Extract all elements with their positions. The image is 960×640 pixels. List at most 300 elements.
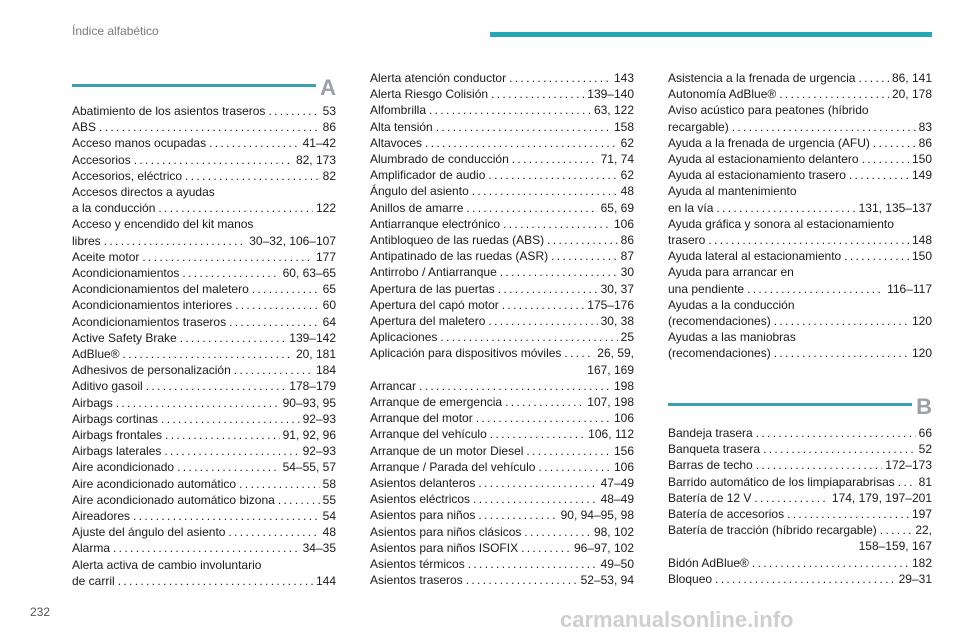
index-entry	[668, 506, 932, 522]
index-entry-line	[72, 200, 336, 216]
dot-leader	[436, 119, 611, 135]
dot-leader	[538, 459, 611, 475]
index-entry-term: Asientos térmicos	[370, 557, 465, 572]
dot-leader	[488, 167, 617, 183]
index-entry-pages: 139–140	[587, 87, 634, 102]
index-entry-line	[668, 555, 932, 571]
index-entry	[72, 346, 336, 362]
index-entry	[370, 264, 634, 280]
index-entry-line	[668, 70, 932, 86]
index-entry-pages: 86, 141	[891, 71, 932, 85]
index-entry-term: Antibloqueo de las ruedas (ABS)	[370, 233, 545, 248]
index-entry-line	[72, 508, 336, 524]
index-entry-pages: 64	[322, 314, 336, 329]
index-entry-pages: 83	[918, 119, 932, 134]
index-entry-term: Batería de 12 V	[668, 490, 752, 505]
index-entry-pages: 60	[322, 298, 336, 313]
index-entry-line	[72, 540, 336, 556]
index-entry	[72, 508, 336, 524]
index-entry-pages: 106, 112	[588, 427, 634, 442]
index-entry-pages: 66	[918, 426, 932, 440]
dot-leader	[844, 248, 909, 264]
index-entry	[72, 314, 336, 330]
index-entry-term: Accesorios, eléctrico	[72, 168, 183, 183]
dot-leader	[466, 200, 597, 216]
dot-leader	[234, 362, 313, 378]
index-entry-term: (recomendaciones)	[668, 346, 771, 361]
dot-leader	[440, 329, 617, 345]
index-entry-term: de carril	[72, 573, 115, 588]
index-column-2	[370, 70, 634, 589]
index-entry-pages: 25	[620, 330, 634, 345]
index-entry	[72, 216, 336, 248]
index-entry	[370, 216, 634, 232]
index-entry	[72, 265, 336, 281]
index-entry	[668, 248, 932, 264]
index-entry-line	[668, 281, 932, 297]
dot-leader	[466, 572, 578, 588]
index-entry-line	[668, 522, 932, 538]
index-entry-line	[72, 119, 336, 135]
index-entry-pages: 131, 135–137	[858, 200, 932, 215]
dot-leader	[113, 540, 300, 556]
index-entry-pages: 22,	[915, 523, 932, 538]
dot-leader	[99, 119, 320, 135]
index-entry	[72, 557, 336, 589]
index-entry	[72, 184, 336, 216]
index-entry	[72, 540, 336, 556]
index-entry-pages: 48	[620, 184, 634, 199]
index-entry-pages: 71, 74	[600, 152, 634, 167]
index-entry	[72, 297, 336, 313]
index-entry	[72, 524, 336, 540]
index-entry-pages: 62	[620, 168, 634, 183]
section-letter: B	[916, 394, 932, 419]
dot-leader	[898, 474, 916, 490]
index-entry-line	[370, 167, 634, 183]
index-entry-term: Alerta atención conductor	[370, 71, 507, 85]
index-entry-term: Asientos traseros	[370, 573, 463, 588]
index-entry-term: Accesorios	[72, 152, 131, 167]
index-entry-line	[370, 70, 634, 86]
index-entry-term: Apertura del maletero	[370, 314, 486, 329]
dot-leader	[476, 410, 611, 426]
index-entry-line	[72, 281, 336, 297]
index-entry-term: Arrancar	[370, 378, 417, 393]
index-entry-line	[72, 249, 336, 265]
dot-leader	[165, 427, 280, 443]
index-entry-line	[668, 119, 932, 135]
watermark: carmanualsonline.info	[560, 607, 794, 632]
index-entry-line	[370, 572, 634, 588]
index-entry-line	[668, 151, 932, 167]
index-entry-pages: 172–173	[885, 458, 932, 473]
index-entry-term: Autonomía AdBlue®	[668, 87, 777, 102]
index-entry-term: (recomendaciones)	[668, 314, 771, 329]
dot-leader	[116, 395, 280, 411]
index-entry	[370, 281, 634, 297]
index-entry-pages: 90, 94–95, 98	[560, 508, 634, 523]
dot-leader	[858, 70, 889, 86]
index-entry-pages: 47–49	[600, 476, 634, 491]
index-entry-term: Airbags cortinas	[72, 411, 159, 426]
index-entry-pages: 29–31	[898, 571, 932, 586]
index-entry-line	[72, 330, 336, 346]
index-entry	[668, 571, 932, 587]
index-entry-line	[72, 524, 336, 540]
index-entry-pages: 54–55, 57	[282, 460, 336, 475]
index-entry-line	[370, 443, 634, 459]
dot-leader	[505, 394, 584, 410]
dot-leader	[849, 167, 909, 183]
index-entry-line	[370, 459, 634, 475]
dot-leader	[774, 345, 909, 361]
dot-leader	[134, 152, 293, 168]
index-entry-line	[72, 573, 336, 589]
index-entry-pages: 26, 59,	[597, 346, 634, 361]
index-entry-line	[370, 135, 634, 151]
index-entry-pages: 30	[620, 265, 634, 280]
dot-leader	[564, 345, 594, 361]
index-entry	[668, 216, 932, 248]
dot-leader	[239, 476, 320, 492]
index-entry-term: Anillos de amarre	[370, 200, 464, 215]
dot-leader	[524, 524, 591, 540]
index-entry-line	[72, 378, 336, 394]
index-entry	[72, 459, 336, 475]
index-entry-line	[370, 524, 634, 540]
index-entry-pages: 116–117	[887, 281, 932, 296]
index-entry-line	[370, 248, 634, 264]
index-entry-line	[668, 313, 932, 329]
index-entry-term: recargable)	[668, 119, 729, 134]
dot-leader	[732, 119, 916, 135]
index-entry-pages: 86	[322, 120, 336, 135]
index-entry-line	[370, 102, 634, 118]
index-entry	[370, 556, 634, 572]
index-entry-pages: 92–93	[302, 411, 336, 426]
index-entry-term: Airbags	[72, 395, 113, 410]
index-entry-term: Arranque del motor	[370, 411, 473, 426]
dot-leader	[229, 314, 320, 330]
index-entry-pages: 198	[613, 378, 634, 393]
index-entry	[72, 427, 336, 443]
index-entry-term: Acondicionamientos del maletero	[72, 282, 249, 297]
index-entry-line	[370, 232, 634, 248]
index-entry-pages: 30, 38	[600, 314, 634, 329]
index-entry-pages: 92–93	[302, 444, 336, 459]
index-entry-pages: 52–53, 94	[580, 573, 634, 588]
dot-leader	[491, 86, 584, 102]
index-entry-term: Altavoces	[370, 135, 423, 150]
dot-leader	[419, 378, 611, 394]
dot-leader	[278, 492, 320, 508]
dot-leader	[177, 459, 280, 475]
index-entry	[370, 232, 634, 248]
dot-leader	[756, 457, 883, 473]
index-entry	[370, 329, 634, 345]
index-entry-term: Aireadores	[72, 509, 131, 524]
dot-leader	[478, 475, 597, 491]
index-entry-pages: 150	[911, 249, 932, 264]
index-entry-line	[370, 281, 634, 297]
index-entry-term: Aire acondicionado automático	[72, 476, 237, 491]
index-entry-term: Ayuda para arrancar en	[668, 265, 794, 280]
index-entry-pages: 20, 181	[295, 347, 336, 362]
section-letter: A	[320, 75, 336, 100]
index-entry-pages: 158	[613, 119, 634, 134]
dot-leader	[509, 70, 611, 86]
index-entry	[370, 507, 634, 523]
index-entry	[72, 378, 336, 394]
index-entry-line	[370, 426, 634, 442]
dot-leader	[185, 168, 320, 184]
index-entry-line	[72, 265, 336, 281]
index-entry	[668, 522, 932, 554]
index-entry-line	[668, 506, 932, 522]
index-entry-pages: 30–32, 106–107	[249, 233, 336, 248]
index-entry	[72, 362, 336, 378]
index-entry	[370, 167, 634, 183]
index-entry-line	[370, 313, 634, 329]
index-entry	[72, 330, 336, 346]
index-entry-term: Alerta Riesgo Colisión	[370, 87, 489, 102]
index-entry-term: Alta tensión	[370, 119, 433, 134]
index-entry-term: Airbags laterales	[72, 444, 162, 459]
dot-leader	[747, 281, 884, 297]
index-entry	[72, 492, 336, 508]
dot-leader	[551, 248, 618, 264]
index-entry-pages: 60, 63–65	[282, 266, 336, 281]
index-entry	[668, 151, 932, 167]
index-entry	[72, 103, 336, 119]
index-entry-line	[370, 329, 634, 345]
index-entry-line	[370, 507, 634, 523]
index-column-1	[72, 103, 336, 589]
index-entry	[72, 281, 336, 297]
index-entry-pages: 54	[322, 509, 336, 524]
dot-leader	[873, 135, 916, 151]
index-entry-term: Asientos para niños clásicos	[370, 524, 522, 539]
index-entry-pages: 87	[620, 249, 634, 264]
index-entry-pages: 197	[911, 507, 932, 522]
index-entry	[72, 135, 336, 151]
index-entry	[370, 102, 634, 118]
index-entry-line	[370, 475, 634, 491]
index-entry-term: Apertura de las puertas	[370, 281, 495, 296]
index-entry-term: Barras de techo	[668, 458, 753, 473]
dot-leader	[228, 524, 319, 540]
dot-leader	[862, 151, 909, 167]
index-entry-term: Arranque de emergencia	[370, 395, 503, 410]
index-entry	[370, 135, 634, 151]
index-entry-line	[72, 411, 336, 427]
dot-leader	[146, 378, 287, 394]
index-entry-line	[370, 200, 634, 216]
index-entry-pages: 65	[322, 282, 336, 297]
index-entry-pages: 82, 173	[295, 152, 336, 167]
index-entry-line	[72, 135, 336, 151]
dot-leader	[209, 135, 300, 151]
dot-leader	[521, 540, 571, 556]
dot-leader	[158, 200, 313, 216]
index-entry	[668, 86, 932, 102]
index-entry	[370, 151, 634, 167]
dot-leader	[268, 103, 319, 119]
index-entry-term: Aire acondicionado automático bizona	[72, 492, 275, 507]
index-entry-pages: 53	[322, 104, 336, 118]
index-entry-term: Arranque del vehículo	[370, 427, 487, 442]
index-entry	[72, 411, 336, 427]
index-entry-pages: 82	[322, 168, 336, 183]
index-entry-line	[370, 540, 634, 556]
index-entry	[370, 200, 634, 216]
index-entry-term: Abatimiento de los asientos traseros	[72, 104, 266, 118]
index-entry-term: Bidón AdBlue®	[668, 555, 749, 570]
index-entry-term: Ayuda al mantenimiento	[668, 184, 797, 199]
index-entry-line	[370, 378, 634, 394]
index-entry-line	[72, 476, 336, 492]
index-entry-line	[72, 459, 336, 475]
index-entry-term: Aceite motor	[72, 249, 140, 264]
dot-leader	[756, 425, 916, 441]
index-entry	[668, 329, 932, 361]
section-header-b	[668, 394, 932, 425]
dot-leader	[502, 297, 585, 313]
index-entry-line	[370, 264, 634, 280]
index-entry-line	[370, 151, 634, 167]
index-entry-term: Antipatinado de las ruedas (ASR)	[370, 249, 549, 264]
dot-leader	[779, 86, 889, 102]
index-entry-line	[72, 168, 336, 184]
dot-leader	[763, 441, 916, 457]
index-entry	[72, 476, 336, 492]
index-entry-line	[370, 216, 634, 232]
index-entry-pages: 120	[911, 314, 932, 329]
index-entry-pages: 90–93, 95	[282, 395, 336, 410]
index-entry	[370, 426, 634, 442]
index-entry-term: Bloqueo	[668, 571, 713, 586]
index-entry	[668, 457, 932, 473]
index-entry-term: Asientos delanteros	[370, 476, 476, 491]
index-entry	[668, 425, 932, 441]
index-entry-term: Ángulo del asiento	[370, 184, 469, 199]
index-entry	[370, 183, 634, 199]
index-entry-line	[668, 200, 932, 216]
dot-leader	[500, 264, 618, 280]
index-entry-pages: 177	[315, 249, 336, 264]
index-entry-pages: 174, 179, 197–201	[831, 490, 932, 505]
dot-leader	[429, 102, 591, 118]
index-entry-term: Acceso y encendido del kit manos	[72, 217, 254, 232]
index-entry-pages: 62	[620, 135, 634, 150]
index-entry	[668, 70, 932, 86]
index-entry	[668, 183, 932, 215]
dot-leader	[503, 216, 611, 232]
page-number: 232	[30, 605, 51, 619]
running-header: Índice alfabético	[72, 24, 159, 38]
index-entry-term: Ayuda gráfica y sonora al estacionamiento	[668, 216, 894, 231]
dot-leader	[716, 200, 855, 216]
index-entry-line	[72, 492, 336, 508]
index-entry	[370, 524, 634, 540]
index-entry	[370, 119, 634, 135]
dot-leader	[478, 507, 557, 523]
index-entry-pages: 81	[918, 474, 932, 489]
dot-leader	[164, 443, 299, 459]
index-entry-term: Arranque de un motor Diesel	[370, 443, 524, 458]
index-entry-term: trasero	[668, 233, 706, 248]
index-entry-pages: 86	[918, 135, 932, 150]
index-entry-line	[668, 248, 932, 264]
index-entry	[72, 119, 336, 135]
index-entry-pages: 58	[322, 476, 336, 491]
index-entry-line	[668, 86, 932, 102]
index-entry-pages: 143	[613, 71, 634, 85]
index-entry-pages: 48	[322, 525, 336, 540]
index-entry-term: Alumbrado de conducción	[370, 152, 509, 167]
index-entry-term: Asientos para niños ISOFIX	[370, 540, 519, 555]
index-entry	[370, 540, 634, 556]
index-entry	[370, 297, 634, 313]
index-entry	[370, 70, 634, 86]
header-accent-bar	[490, 32, 932, 37]
index-entry-term: Asientos para niños	[370, 508, 476, 523]
index-entry-line	[72, 297, 336, 313]
section-rule	[668, 403, 912, 406]
index-entry-line	[72, 346, 336, 362]
index-entry-term: Active Safety Brake	[72, 330, 177, 345]
index-entry-pages: 107, 198	[587, 395, 634, 410]
index-entry-line	[668, 135, 932, 151]
index-entry	[370, 248, 634, 264]
index-entry-term: libres	[72, 233, 101, 248]
index-entry	[370, 86, 634, 102]
index-entry	[668, 441, 932, 457]
index-entry-pages: 20, 178	[891, 87, 932, 102]
index-entry	[370, 443, 634, 459]
index-entry-line	[370, 183, 634, 199]
index-entry	[370, 313, 634, 329]
index-entry-pages: 139–142	[289, 330, 336, 345]
dot-leader	[752, 555, 909, 571]
index-entry-line	[370, 119, 634, 135]
index-entry-line	[72, 233, 336, 249]
index-entry-term: una pendiente	[668, 281, 745, 296]
index-entry	[668, 555, 932, 571]
index-entry-line	[668, 571, 932, 587]
index-entry-line	[370, 86, 634, 102]
index-entry-line	[72, 443, 336, 459]
index-entry-term: Antiarranque electrónico	[370, 216, 501, 231]
dot-leader	[104, 233, 247, 249]
index-entry-line	[668, 167, 932, 183]
index-entry-pages: 41–42	[302, 136, 336, 151]
dot-leader	[512, 151, 598, 167]
dot-leader	[754, 490, 829, 506]
index-entry	[370, 572, 634, 588]
index-entry	[668, 490, 932, 506]
index-entry-term: Ayudas a la conducción	[668, 297, 795, 312]
index-entry	[370, 378, 634, 394]
index-column-3-b	[668, 425, 932, 587]
index-entry-pages: 52	[918, 442, 932, 457]
index-entry-term: Ayuda a la frenada de urgencia (AFU)	[668, 135, 870, 150]
index-entry-pages: 106	[613, 216, 634, 231]
index-entry-line	[668, 474, 932, 490]
index-entry-term: Asientos eléctricos	[370, 492, 471, 507]
index-entry-term: Acondicionamientos interiores	[72, 298, 233, 313]
